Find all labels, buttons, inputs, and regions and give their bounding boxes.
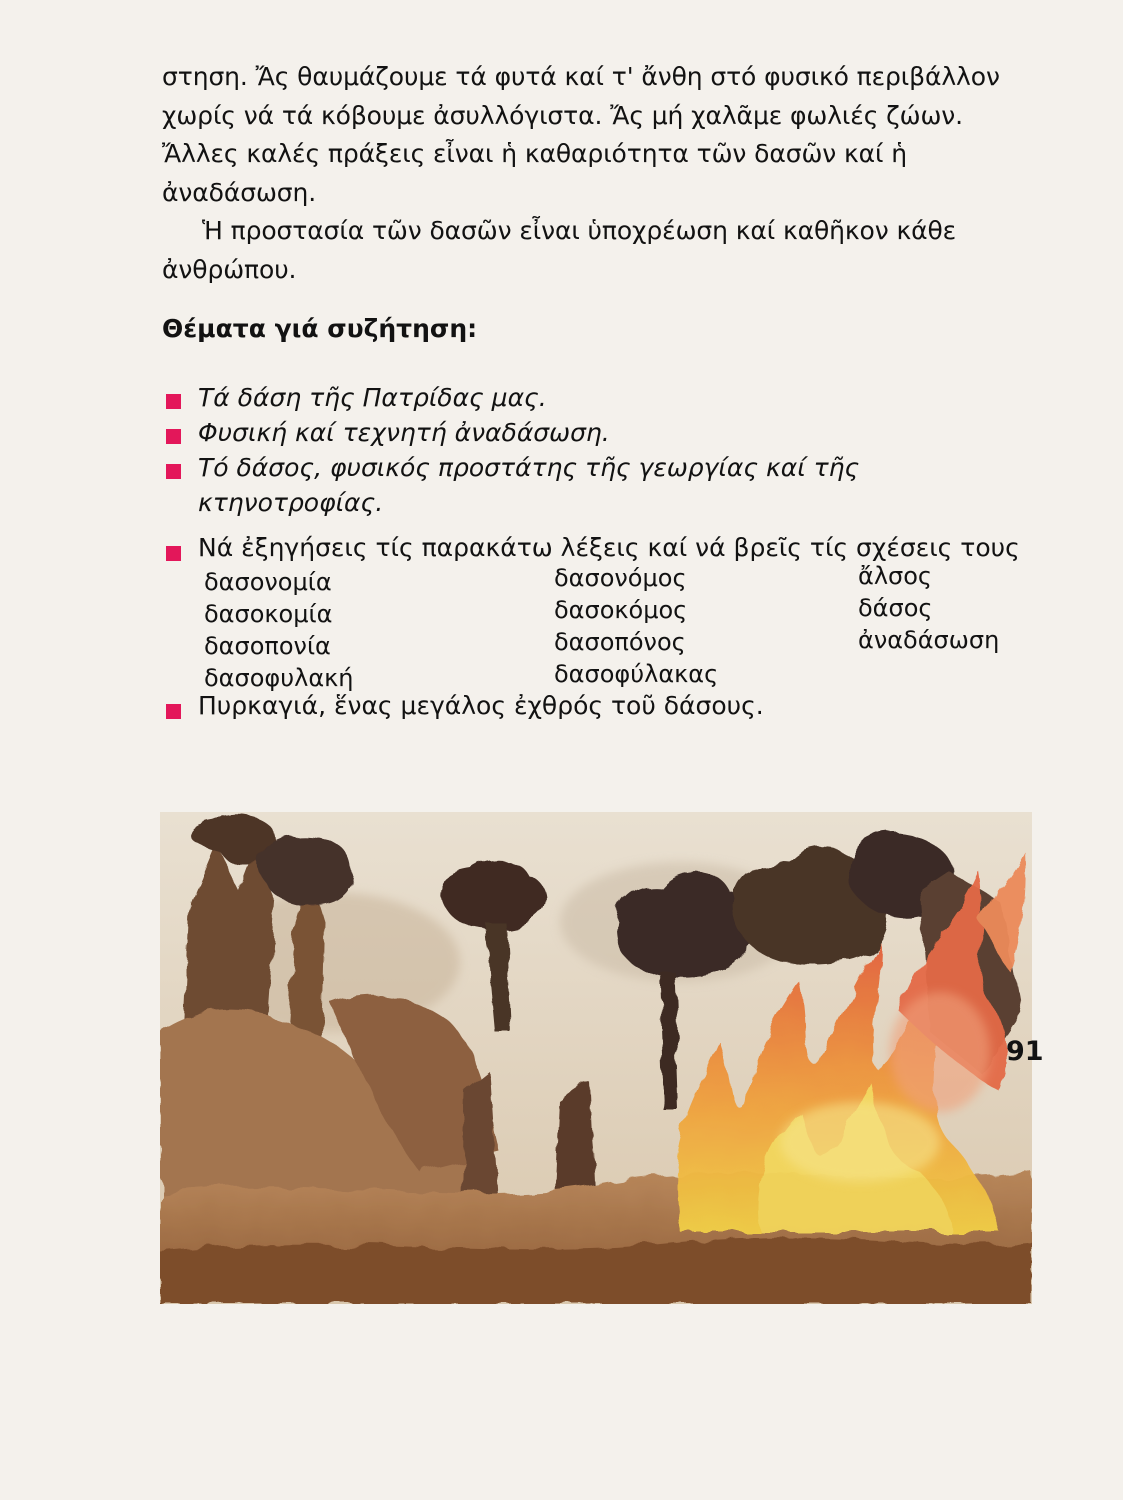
- topic-text: Πυρκαγιά, ἕνας μεγάλος ἐχθρός τοῦ δάσους.: [198, 691, 764, 720]
- square-bullet-icon: [166, 429, 181, 444]
- topic-text: Νά ἐξηγήσεις τίς παρακάτω λέξεις καί νά βρεῖς τίς σχέσεις τους: [198, 533, 1020, 562]
- vocabulary-column: [204, 566, 354, 694]
- vocabulary-column: [858, 560, 999, 656]
- topic-text: Τά δάση τῆς Πατρίδας μας.: [198, 383, 547, 412]
- square-bullet-icon: [166, 464, 181, 479]
- vocabulary-column: [554, 562, 718, 690]
- topic-text: Φυσική καί τεχνητή ἀναδάσωση.: [198, 418, 610, 447]
- vocabulary-word: δασοκομία: [204, 600, 333, 628]
- topic-item: [162, 415, 610, 450]
- topic-text: Τό δάσος, φυσικός προστάτης τῆς γεωργίας καί τῆς κτηνοτροφίας.: [198, 453, 860, 517]
- vocabulary-word: δασονόμος: [554, 564, 687, 592]
- paragraph-conservation: στηση. Ἄς θαυμάζουμε τά φυτά καί τ' ἄνθη στό φυσικό περιβάλλον χωρίς νά τά κόβουμε ἀσυλλόγιστα. Ἄς μή χαλᾶμε φωλιές ζώων. Ἄλλες καλές πράξεις εἶναι ἡ καθαριότητα τῶν δασῶν καί ἡ ἀναδάσωση.: [162, 62, 1000, 207]
- vocabulary-words: [200, 560, 1020, 710]
- vocabulary-word: δασοφυλακή: [204, 664, 354, 692]
- topic-item: [162, 450, 1018, 520]
- vocabulary-word: δασοκόμος: [554, 596, 688, 624]
- vocabulary-word: δασονομία: [204, 568, 332, 596]
- vocabulary-word: δασοπονία: [204, 632, 331, 660]
- square-bullet-icon: [166, 546, 181, 561]
- topic-item: [162, 380, 547, 415]
- discussion-topics-heading: Θέματα γιά συζήτηση:: [162, 314, 478, 343]
- vocabulary-word: ἀναδάσωση: [858, 626, 1000, 654]
- paragraph-forest-protection: Ἡ προστασία τῶν δασῶν εἶναι ὑποχρέωση καί καθῆκον κάθε ἀνθρώπου.: [162, 216, 957, 284]
- square-bullet-icon: [166, 704, 181, 719]
- body-text: [162, 58, 1022, 289]
- vocabulary-word: δασοπόνος: [554, 628, 686, 656]
- square-bullet-icon: [166, 394, 181, 409]
- vocabulary-word: ἄλσος: [858, 562, 933, 590]
- forest-fire-illustration: [160, 812, 1032, 1304]
- page-number: 91: [1006, 1036, 1044, 1067]
- vocabulary-word: δάσος: [858, 594, 933, 622]
- vocabulary-word: δασοφύλακας: [554, 660, 719, 688]
